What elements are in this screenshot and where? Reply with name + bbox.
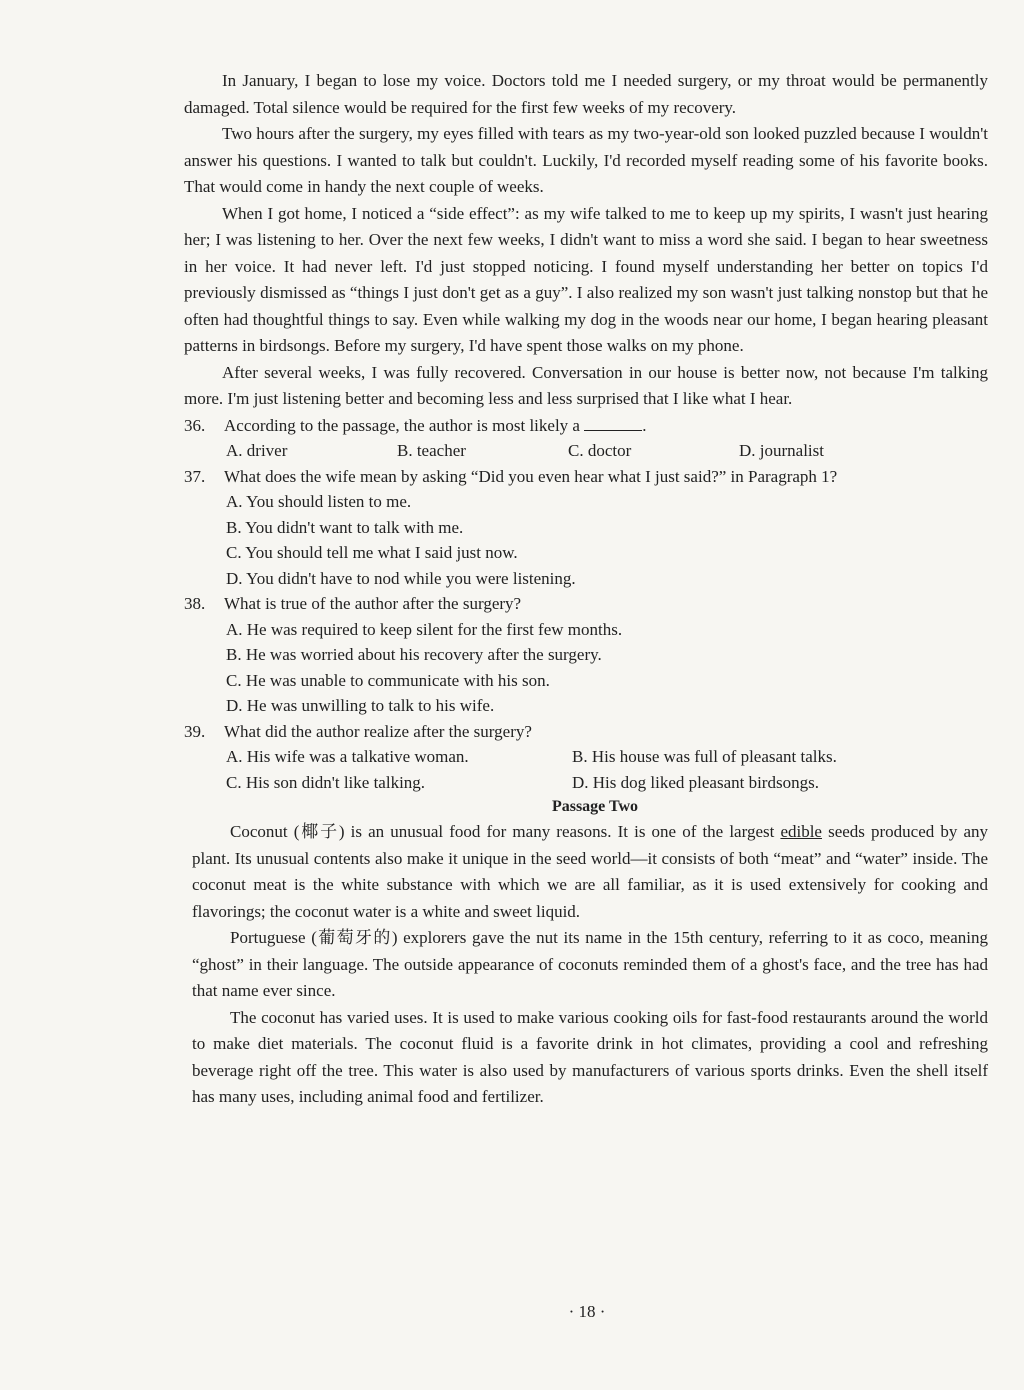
answer-blank (584, 414, 642, 431)
question-stem: What does the wife mean by asking “Did you even hear what I just said?” in Paragraph 1? (224, 466, 838, 486)
option-b: B. You didn't want to talk with me. (226, 517, 464, 537)
paragraph: Portuguese (葡萄牙的) explorers gave the nut its name in the 15th century, referring to it as coco, meaning “ghost” in their language. The outside appearance of coconuts reminded them of a ghost's face, and the tree has had that name ever since. (192, 928, 988, 1000)
option-a: A. He was required to keep silent for the first few months. (226, 619, 623, 639)
option-d: D. His dog liked pleasant birdsongs. (572, 772, 819, 792)
paragraph: The coconut has varied uses. It is used to make various cooking oils for fast-food restaurants around the world to make diet materials. The coconut fluid is a favorite drink in hot climates, providing a cool and refreshing beverage right off the tree. This water is also used by manufacturers of various sports drinks. Even the shell itself has many uses, including animal food and fertilizer. (192, 1007, 988, 1106)
option-list (184, 744, 988, 795)
question-37 (184, 464, 988, 592)
option-a: A. You should listen to me. (226, 492, 412, 511)
option-d: D. He was unwilling to talk to his wife. (226, 696, 495, 715)
option-d: D. You didn't have to nod while you were listening. (226, 568, 576, 588)
option-c: C. His son didn't like talking. (226, 772, 426, 792)
passage-title: Passage Two (551, 798, 639, 815)
option-list (184, 438, 988, 464)
option-a: A. driver (226, 441, 288, 460)
paragraph: After several weeks, I was fully recovered. Conversation in our house is better now, not because I'm talking more. I'm just listening better and becoming less and less surprised that I like what I hear. (184, 362, 988, 408)
question-number: 36. (184, 415, 206, 435)
option-a: A. His wife was a talkative woman. (226, 747, 469, 766)
question-stem: According to the passage, the author is most likely a (224, 415, 580, 435)
paragraph (192, 819, 988, 925)
question-stem-end: . (642, 415, 647, 435)
underlined-word: edible (780, 822, 822, 841)
option-b: B. teacher (397, 441, 466, 460)
option-c: C. doctor (568, 441, 632, 460)
option-c: C. You should tell me what I said just now. (226, 543, 518, 562)
question-38 (184, 591, 988, 719)
passage-two (184, 795, 988, 1111)
paragraph-text: seeds produced by any plant. Its unusual contents also make it unique in the seed world—it consists of both “meat” and “water” inside. The coconut meat is the white substance with which we are all familiar, as it is used extensively for cooking and flavorings; the coconut water is a white and sweet liquid. (192, 822, 989, 921)
page-number: · 18 · (568, 1302, 606, 1321)
paragraph-text: Coconut (椰子) is an unusual food for many reasons. It is one of the largest (230, 822, 781, 841)
paragraph: When I got home, I noticed a “side effect”: as my wife talked to me to keep up my spirits, I wasn't just hearing her; I was listening to her. Over the next few weeks, I didn't want to miss a word she said. I began to hear sweetness in her voice. It had never left. I'd just stopped noticing. I found myself understanding her better on topics I'd previously dismissed as “things I just don't get as a guy”. I also realized my son wasn't just talking nonstop but that he often had thoughtful things to say. Even while walking my dog in the woods near our home, I began hearing pleasant patterns in birdsongs. Before my surgery, I'd have spent those walks on my phone. (184, 203, 988, 355)
option-d: D. journalist (739, 441, 824, 460)
question-39 (184, 719, 988, 796)
question-number: 37. (184, 466, 206, 486)
paragraph: Two hours after the surgery, my eyes filled with tears as my two-year-old son looked puzzled because I wouldn't answer his questions. I wanted to talk but couldn't. Luckily, I'd recorded myself reading some of his favorite books. That would come in handy the next couple of weeks. (184, 124, 988, 196)
option-b: B. His house was full of pleasant talks. (572, 747, 837, 766)
question-number: 38. (184, 594, 206, 613)
question-stem: What is true of the author after the surgery? (224, 594, 522, 613)
paragraph: In January, I began to lose my voice. Doctors told me I needed surgery, or my throat would be permanently damaged. Total silence would be required for the first few weeks of my recovery. (184, 71, 988, 117)
option-b: B. He was worried about his recovery after the surgery. (226, 645, 602, 664)
question-36 (184, 413, 988, 464)
option-c: C. He was unable to communicate with his son. (226, 670, 550, 690)
question-stem: What did the author realize after the surgery? (224, 721, 532, 741)
passage-one (184, 68, 988, 413)
question-number: 39. (184, 721, 206, 741)
